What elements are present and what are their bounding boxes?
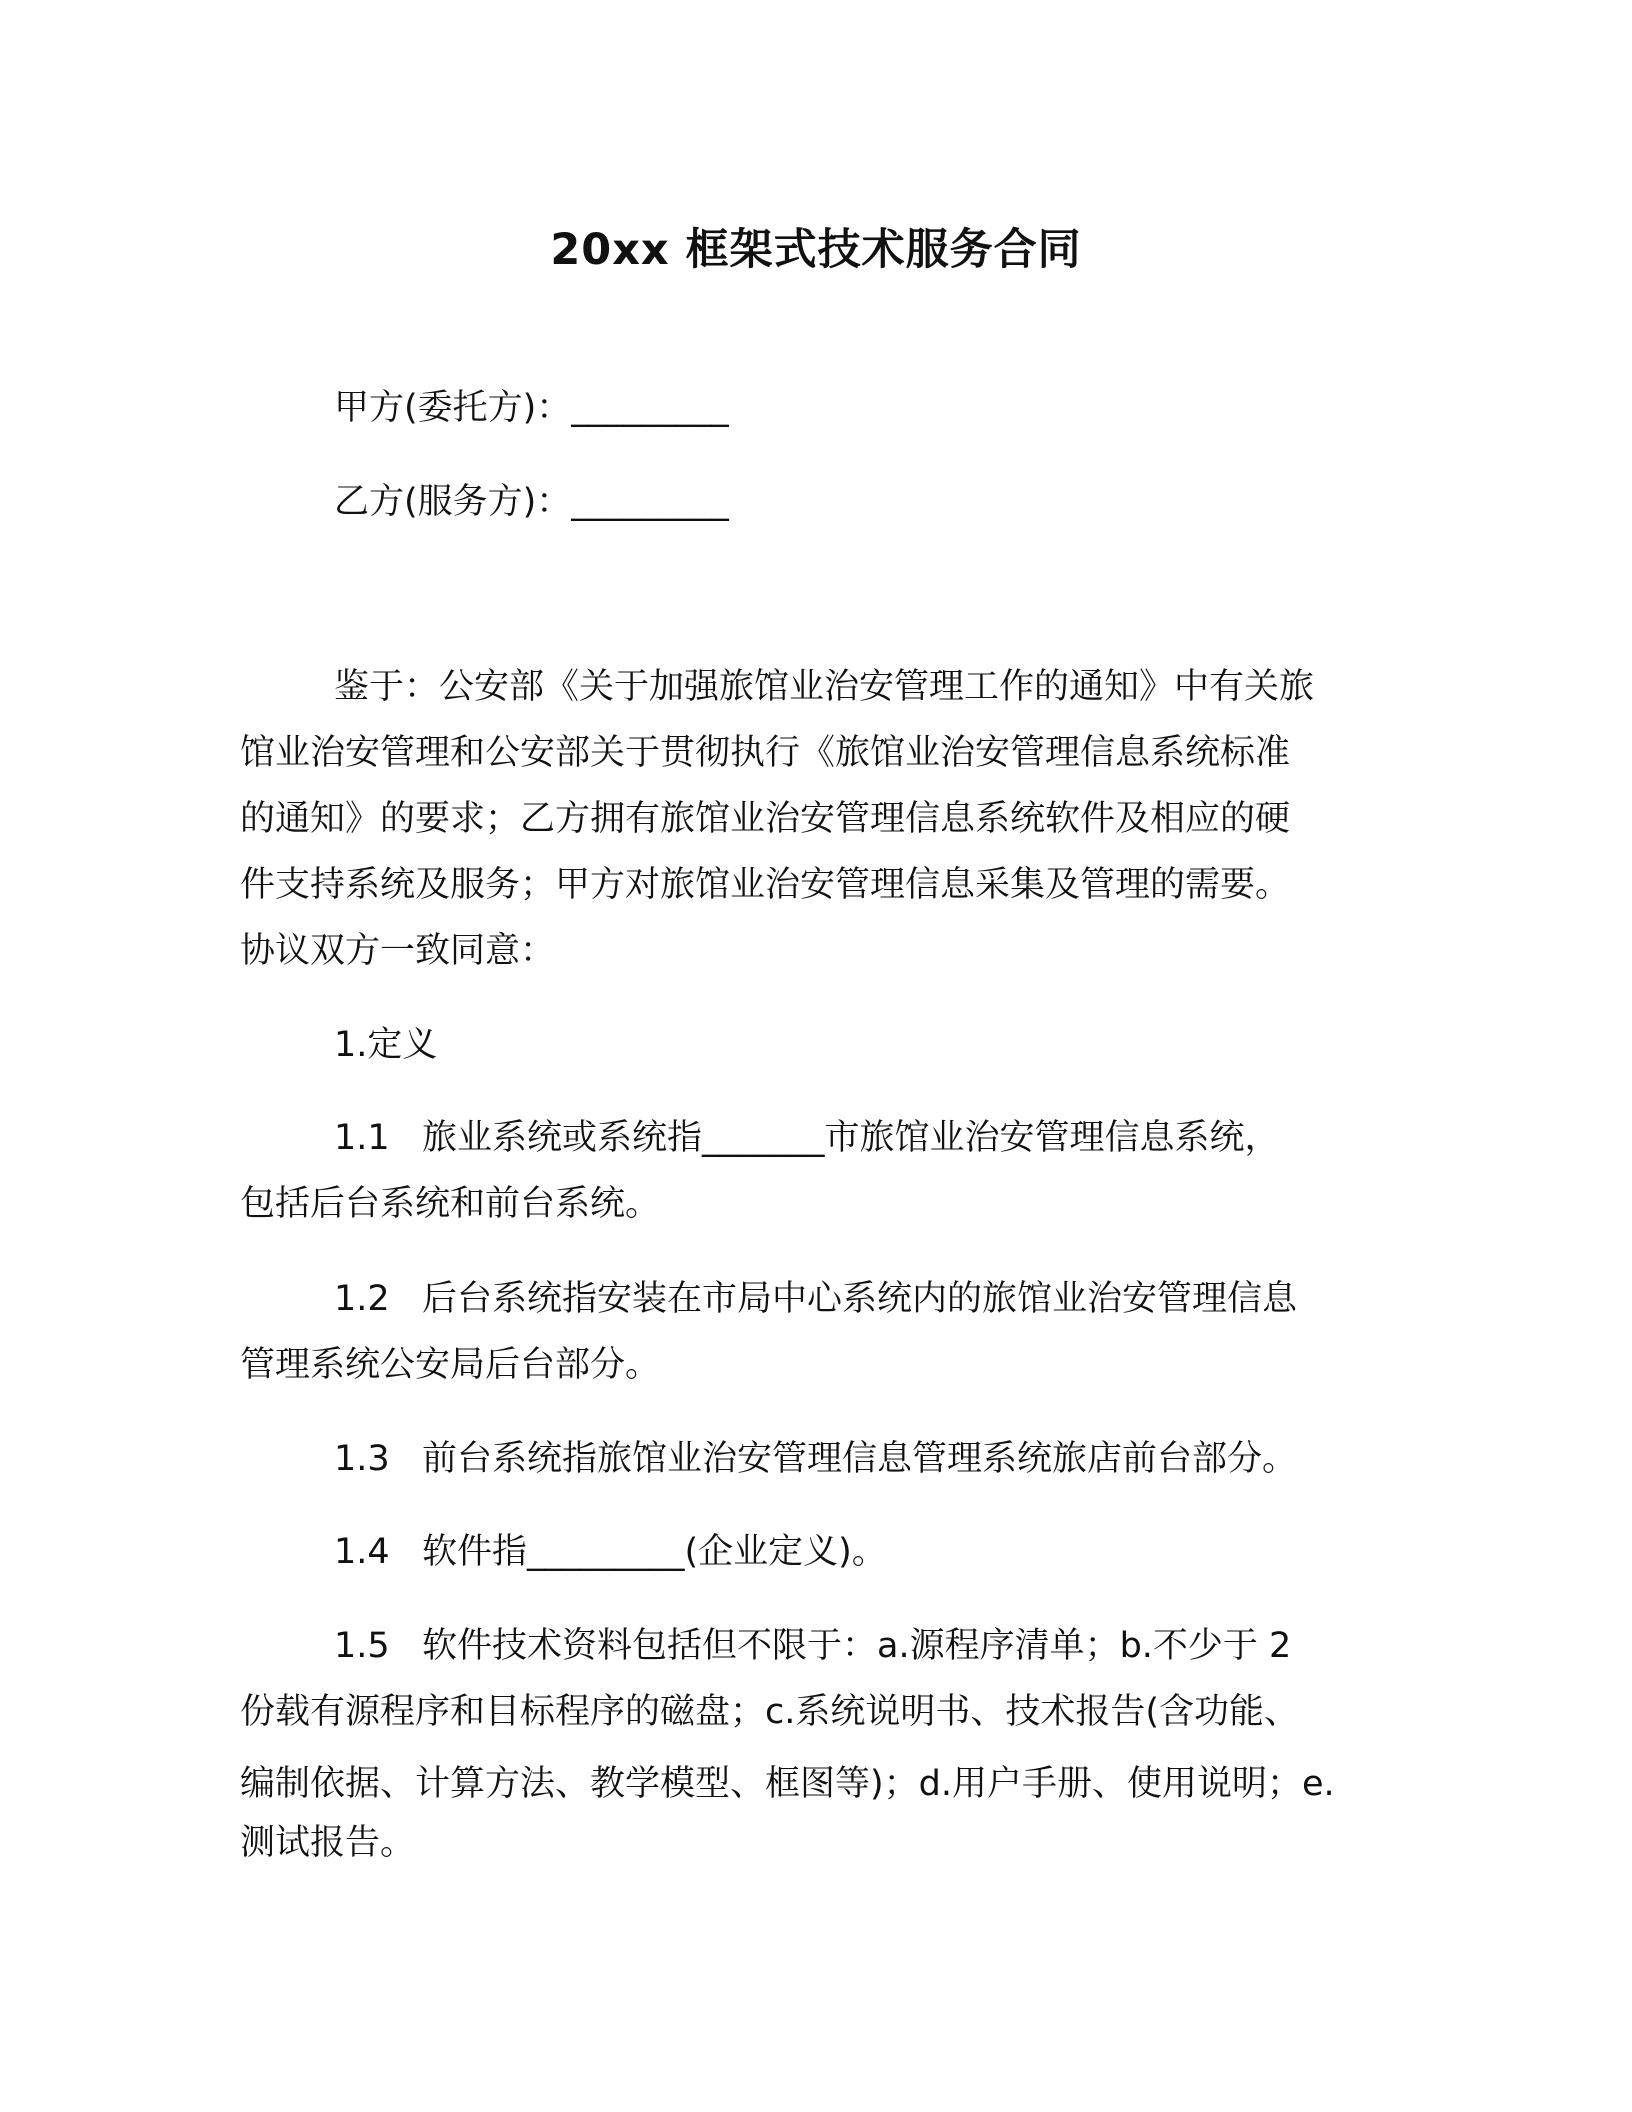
clause-text: 后台系统指安装在市局中心系统内的旅馆业治安管理信息 xyxy=(422,1279,1298,1319)
clause-number: 1.3 xyxy=(334,1439,390,1479)
document-title: 20xx 框架式技术服务合同 xyxy=(550,225,1082,275)
clause-1-4-line-1 xyxy=(334,1528,887,1576)
clause-1-1-line-2: 包括后台系统和前台系统。 xyxy=(240,1184,661,1224)
clause-number: 1.5 xyxy=(334,1626,390,1666)
clause-1-2-line-1 xyxy=(334,1275,1297,1323)
clause-1-5-line-2: 份载有源程序和目标程序的磁盘；c.系统说明书、技术报告(含功能、 xyxy=(240,1692,1300,1732)
preamble-line-2: 馆业治安管理和公安部关于贯彻执行《旅馆业治安管理信息系统标准 xyxy=(240,733,1291,773)
party-b-line: 乙方(服务方)：_________ xyxy=(334,482,729,522)
preamble-line-5: 协议双方一致同意： xyxy=(240,931,556,971)
preamble-line-4: 件支持系统及服务；甲方对旅馆业治安管理信息采集及管理的需要。 xyxy=(240,865,1291,905)
clause-number: 1.1 xyxy=(334,1118,390,1158)
clause-1-5-line-1 xyxy=(334,1622,1291,1670)
clause-1-5-line-4: 测试报告。 xyxy=(240,1823,416,1863)
clause-1-5-line-3: 编制依据、计算方法、教学模型、框图等)；d.用户手册、使用说明；e. xyxy=(240,1764,1335,1804)
clause-text: 前台系统指旅馆业治安管理信息管理系统旅店前台部分。 xyxy=(422,1439,1298,1479)
clause-text: 软件技术资料包括但不限于：a.源程序清单；b.不少于 2 xyxy=(422,1626,1292,1666)
clause-1-1-line-1 xyxy=(334,1114,1280,1162)
clause-number: 1.2 xyxy=(334,1279,390,1319)
clause-number: 1.4 xyxy=(334,1532,390,1572)
clause-text: 旅业系统或系统指_______市旅馆业治安管理信息系统， xyxy=(422,1118,1280,1158)
preamble-line-3: 的通知》的要求；乙方拥有旅馆业治安管理信息系统软件及相应的硬 xyxy=(240,799,1291,839)
clause-text: 软件指_________(企业定义)。 xyxy=(422,1532,887,1572)
clause-1-3-line-1 xyxy=(334,1435,1297,1483)
party-a-line: 甲方(委托方)：_________ xyxy=(334,388,729,428)
preamble-line-1: 鉴于：公安部《关于加强旅馆业治安管理工作的通知》中有关旅 xyxy=(334,667,1315,707)
clause-1-2-line-2: 管理系统公安局后台部分。 xyxy=(240,1345,661,1385)
section-1-heading: 1.定义 xyxy=(334,1025,438,1065)
